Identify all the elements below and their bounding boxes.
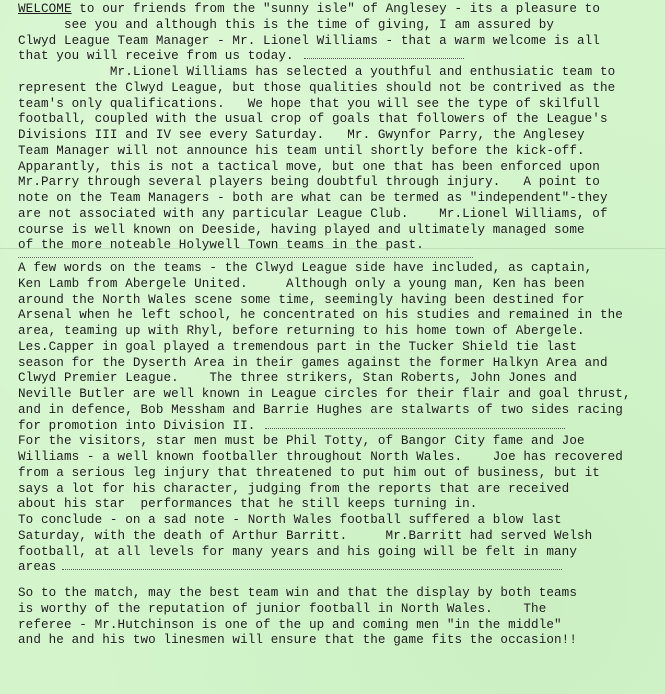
text-line: So to the match, may the best team win and that the display by both teams [18, 586, 577, 600]
text-line: note on the Team Managers - both are what can be termed as "independent"-they [18, 191, 608, 205]
section-divider [18, 254, 473, 258]
text-line: Mr.Parry through several players being doubtful through injury. A point to [18, 175, 600, 190]
dotted-divider [304, 52, 464, 59]
text-line: says a lot for his character, judging from the reports that are received [18, 481, 570, 496]
dotted-divider [62, 563, 562, 570]
text-line: Les.Capper in goal played a tremendous part in the Tucker Shield tie last [18, 339, 577, 354]
text-line: and in defence, Bob Messham and Barrie Hughes are stalwarts of two sides racing [18, 402, 623, 417]
text-line: of the more noteable Holywell Town teams in the past. [18, 238, 424, 253]
text-line [18, 419, 658, 435]
welcome-heading: WELCOME [18, 2, 72, 16]
text-line: Divisions III and IV see every Saturday. Mr. Gwynfor Parry, the Anglesey [18, 128, 585, 142]
text-line: Neville Butler are well known in League circles for their flair and goal thrust, [18, 387, 631, 401]
text-line: Apparantly, this is not a tactical move, but one that has been enforced upon [18, 159, 600, 174]
text-line: Saturday, with the death of Arthur Barritt. Mr.Barritt had served Welsh [18, 528, 593, 543]
line-text: to our friends from the "sunny isle" of Anglesey - its a pleasure to [71, 2, 600, 16]
text-line [18, 2, 658, 18]
text-line: referee - Mr.Hutchinson is one of the up and coming men "in the middle" [18, 617, 562, 632]
text-line: about his star performances that he still keeps turning in. [18, 497, 478, 512]
text-line: A few words on the teams - the Clwyd League side have included, as captain, [18, 261, 593, 275]
text-line: Mr.Lionel Williams has selected a youthful and enthusiatic team to [18, 65, 616, 79]
text-line: is worthy of the reputation of junior football in North Wales. The [18, 601, 547, 616]
dotted-divider [265, 422, 565, 429]
text-line: represent the Clwyd League, but those qualities should not be contrived as the [18, 80, 616, 95]
text-line: Clwyd League Team Manager - Mr. Lionel Williams - that a warm welcome is all [18, 33, 600, 48]
text-line: For the visitors, star men must be Phil Totty, of Bangor City fame and Joe [18, 434, 585, 449]
text-line: from a serious leg injury that threatened to put him out of business, but it [18, 465, 600, 480]
text-line: football, at all levels for many years and his going will be felt in many [18, 544, 577, 559]
text-line: team's only qualifications. We hope that you will see the type of skilfull [18, 96, 600, 111]
text-line: football, coupled with the usual crop of goals that followers of the League's [18, 112, 608, 127]
text-line: Arsenal when he left school, he concentrated on his studies and remained in the [18, 308, 623, 323]
line-text: for promotion into Division II. [18, 418, 256, 433]
text-line: and he and his two linesmen will ensure that the game fits the occasion!! [18, 633, 577, 648]
text-line: course is well known on Deeside, having played and ultimately managed some [18, 222, 585, 237]
text-line: Ken Lamb from Abergele United. Although only a young man, Ken has been [18, 276, 585, 291]
text-line: season for the Dyserth Area in their games against the former Halkyn Area and [18, 355, 608, 370]
text-line [18, 560, 658, 576]
article-body [18, 2, 658, 649]
text-line [18, 49, 658, 65]
text-line: are not associated with any particular League Club. Mr.Lionel Williams, of [18, 206, 608, 221]
paragraph-gap [18, 576, 658, 586]
text-line: area, teaming up with Rhyl, before returning to his home town of Abergele. [18, 324, 585, 338]
text-line: Clwyd Premier League. The three strikers, Stan Roberts, John Jones and [18, 371, 577, 386]
text-line: To conclude - on a sad note - North Wales football suffered a blow last [18, 513, 562, 527]
line-text: that you will receive from us today. [18, 49, 294, 64]
text-line: see you and although this is the time of giving, I am assured by [18, 17, 555, 32]
text-line: Team Manager will not announce his team until shortly before the kick-off. [18, 143, 585, 158]
text-line: around the North Wales scene some time, seemingly having been destined for [18, 292, 585, 307]
line-text: areas [18, 560, 57, 575]
text-line: Williams - a well known footballer throughout North Wales. Joe has recovered [18, 450, 623, 464]
